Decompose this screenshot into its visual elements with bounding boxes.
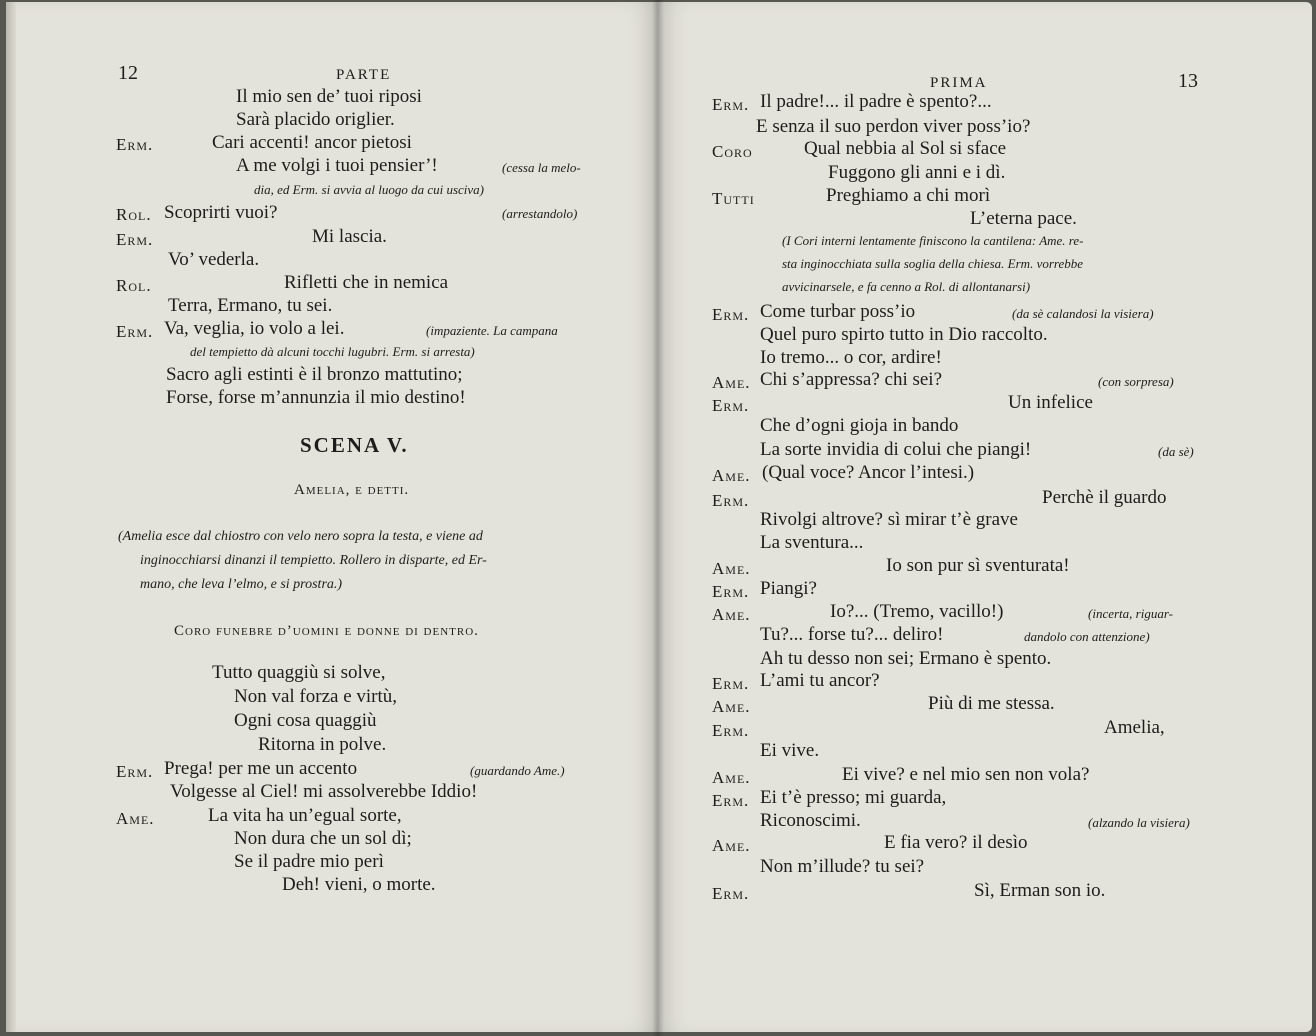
speaker-label: Ame. [116,809,155,828]
speaker-label: Erm. [116,322,154,341]
speaker-label: Erm. [712,491,750,510]
verse-line: Il padre!... il padre è spento?... [760,91,992,112]
verse-line: Non dura che un sol dì; [234,828,412,849]
stage-direction: (alzando la visiera) [1088,815,1190,830]
verse-line: Volgesse al Ciel! mi assolverebbe Iddio! [170,781,478,802]
verse-line: E senza il suo perdon viver poss’io? [756,116,1031,137]
verse-line: Non val forza e virtù, [234,686,398,707]
speaker-label: Erm. [712,396,750,415]
stage-direction: (cessa la melo- [502,160,581,175]
verse-line: E fia vero? il desìo [884,832,1028,853]
verse-line: Vo’ vederla. [168,249,260,270]
speaker-label: Ame. [712,768,751,787]
verse-line: Quel puro spirto tutto in Dio raccolto. [760,324,1048,345]
left-page [6,2,658,1032]
verse-line: Qual nebbia al Sol si sface [804,138,1007,159]
verse-line: Scoprirti vuoi? [164,202,278,223]
verse-line: A me volgi i tuoi pensier’! [236,155,438,176]
verse-line: Ei vive? e nel mio sen non vola? [842,764,1090,785]
stage-direction: (impaziente. La campana [426,323,558,338]
verse-line: Io son pur sì sventurata! [886,555,1070,576]
speaker-label: Tutti [712,189,755,208]
scene-title: SCENA V. [300,433,409,457]
verse-line: Rifletti che in nemica [284,272,449,293]
speaker-label: Erm. [116,762,154,781]
verse-line: Un infelice [1008,392,1093,413]
running-header: PARTE [336,67,392,83]
verse-line: Rivolgi altrove? sì mirar t’è grave [760,509,1018,530]
speaker-label: Erm. [712,884,750,903]
verse-line: L’ami tu ancor? [760,670,880,691]
scene-characters: Amelia, e detti. [294,482,410,498]
verse-line: La vita ha un’egual sorte, [208,805,402,826]
verse-line: Riconoscimi. [760,810,861,831]
stage-direction: sta inginocchiata sulla soglia della chiesa. Erm. vorrebbe [782,256,1084,271]
speaker-label: Rol. [116,276,152,295]
stage-direction: (arrestandolo) [502,206,578,221]
verse-line: La sorte invidia di colui che piangi! [760,439,1032,460]
verse-line: Tu?... forse tu?... deliro! [760,624,944,645]
verse-line: Forse, forse m’annunzia il mio destino! [166,387,466,408]
verse-line: (Qual voce? Ancor l’intesi.) [762,462,975,483]
verse-line: Io tremo... o cor, ardire! [760,347,942,368]
verse-line: Perchè il guardo [1042,487,1167,508]
stage-direction: (I Cori interni lentamente finiscono la cantilena: Ame. re- [782,233,1084,248]
verse-line: Prega! per me un accento [164,758,358,779]
speaker-label: Erm. [712,721,750,740]
verse-line: L’eterna pace. [970,208,1077,229]
verse-line: Preghiamo a chi morì [826,185,991,206]
verse-line: Che d’ogni gioja in bando [760,415,959,436]
verse-line: Piangi? [760,578,817,599]
verse-line: Ei t’è presso; mi guarda, [760,787,947,808]
verse-line: Sacro agli estinti è il bronzo mattutino; [166,364,463,385]
speaker-label: Ame. [712,373,751,392]
speaker-label: Erm. [712,95,750,114]
verse-line: Più di me stessa. [928,693,1055,714]
verse-line: Va, veglia, io volo a lei. [164,318,345,339]
verse-line: Ah tu desso non sei; Ermano è spento. [760,648,1052,669]
stage-direction: (incerta, riguar- [1088,606,1173,621]
running-header: PRIMA [930,75,988,91]
verse-line: Sarà placido origlier. [236,109,395,130]
stage-direction: (guardando Ame.) [470,763,565,778]
speaker-label: Erm. [712,582,750,601]
verse-line: La sventura... [760,532,864,553]
speaker-label: Rol. [116,205,152,224]
speaker-label: Ame. [712,605,751,624]
verse-line: Terra, Ermano, tu sei. [168,295,333,316]
stage-direction: mano, che leva l’elmo, e si prostra.) [140,577,343,592]
verse-line: Amelia, [1104,717,1165,738]
stage-direction: avvicinarsele, e fa cenno a Rol. di allontanarsi) [782,279,1031,294]
verse-line: Ogni cosa quaggiù [234,710,377,731]
speaker-label: Coro [712,142,753,161]
verse-line: Ei vive. [760,740,820,761]
speaker-label: Erm. [116,135,154,154]
stage-direction: (con sorpresa) [1098,374,1174,389]
stage-direction: del tempietto dà alcuni tocchi lugubri. Erm. si arresta) [190,344,475,359]
speaker-label: Ame. [712,697,751,716]
speaker-label: Ame. [712,466,751,485]
page-number: 13 [1178,70,1198,92]
verse-line: Io?... (Tremo, vacillo!) [830,601,1004,622]
stage-direction: (da sè calandosi la visiera) [1012,306,1154,321]
speaker-label: Erm. [116,230,154,249]
verse-line: Come turbar poss’io [760,301,916,322]
right-page [658,2,1312,1032]
verse-line: Cari accenti! ancor pietosi [212,132,412,153]
chorus-heading: Coro funebre d’uomini e donne di dentro. [174,623,479,639]
verse-line: Non m’illude? tu sei? [760,856,925,877]
verse-line: Tutto quaggiù si solve, [212,662,386,683]
speaker-label: Ame. [712,836,751,855]
stage-direction: (da sè) [1158,444,1194,459]
verse-line: Il mio sen de’ tuoi riposi [236,86,422,107]
page-number: 12 [118,62,138,84]
page-edge [6,2,16,1032]
stage-direction: (Amelia esce dal chiostro con velo nero sopra la testa, e viene ad [118,529,483,544]
stage-direction: dia, ed Erm. si avvia al luogo da cui usciva) [254,182,484,197]
stage-direction: inginocchiarsi dinanzi il tempietto. Rollero in disparte, ed Er- [140,553,487,568]
verse-line: Ritorna in polve. [258,734,387,755]
verse-line: Deh! vieni, o morte. [282,874,436,895]
speaker-label: Erm. [712,791,750,810]
speaker-label: Erm. [712,305,750,324]
speaker-label: Erm. [712,674,750,693]
verse-line: Mi lascia. [312,226,387,247]
speaker-label: Ame. [712,559,751,578]
verse-line: Sì, Erman son io. [974,880,1106,901]
verse-line: Chi s’appressa? chi sei? [760,369,943,390]
stage-direction: dandolo con attenzione) [1024,629,1150,644]
verse-line: Se il padre mio perì [234,851,384,872]
verse-line: Fuggono gli anni e i dì. [828,162,1006,183]
